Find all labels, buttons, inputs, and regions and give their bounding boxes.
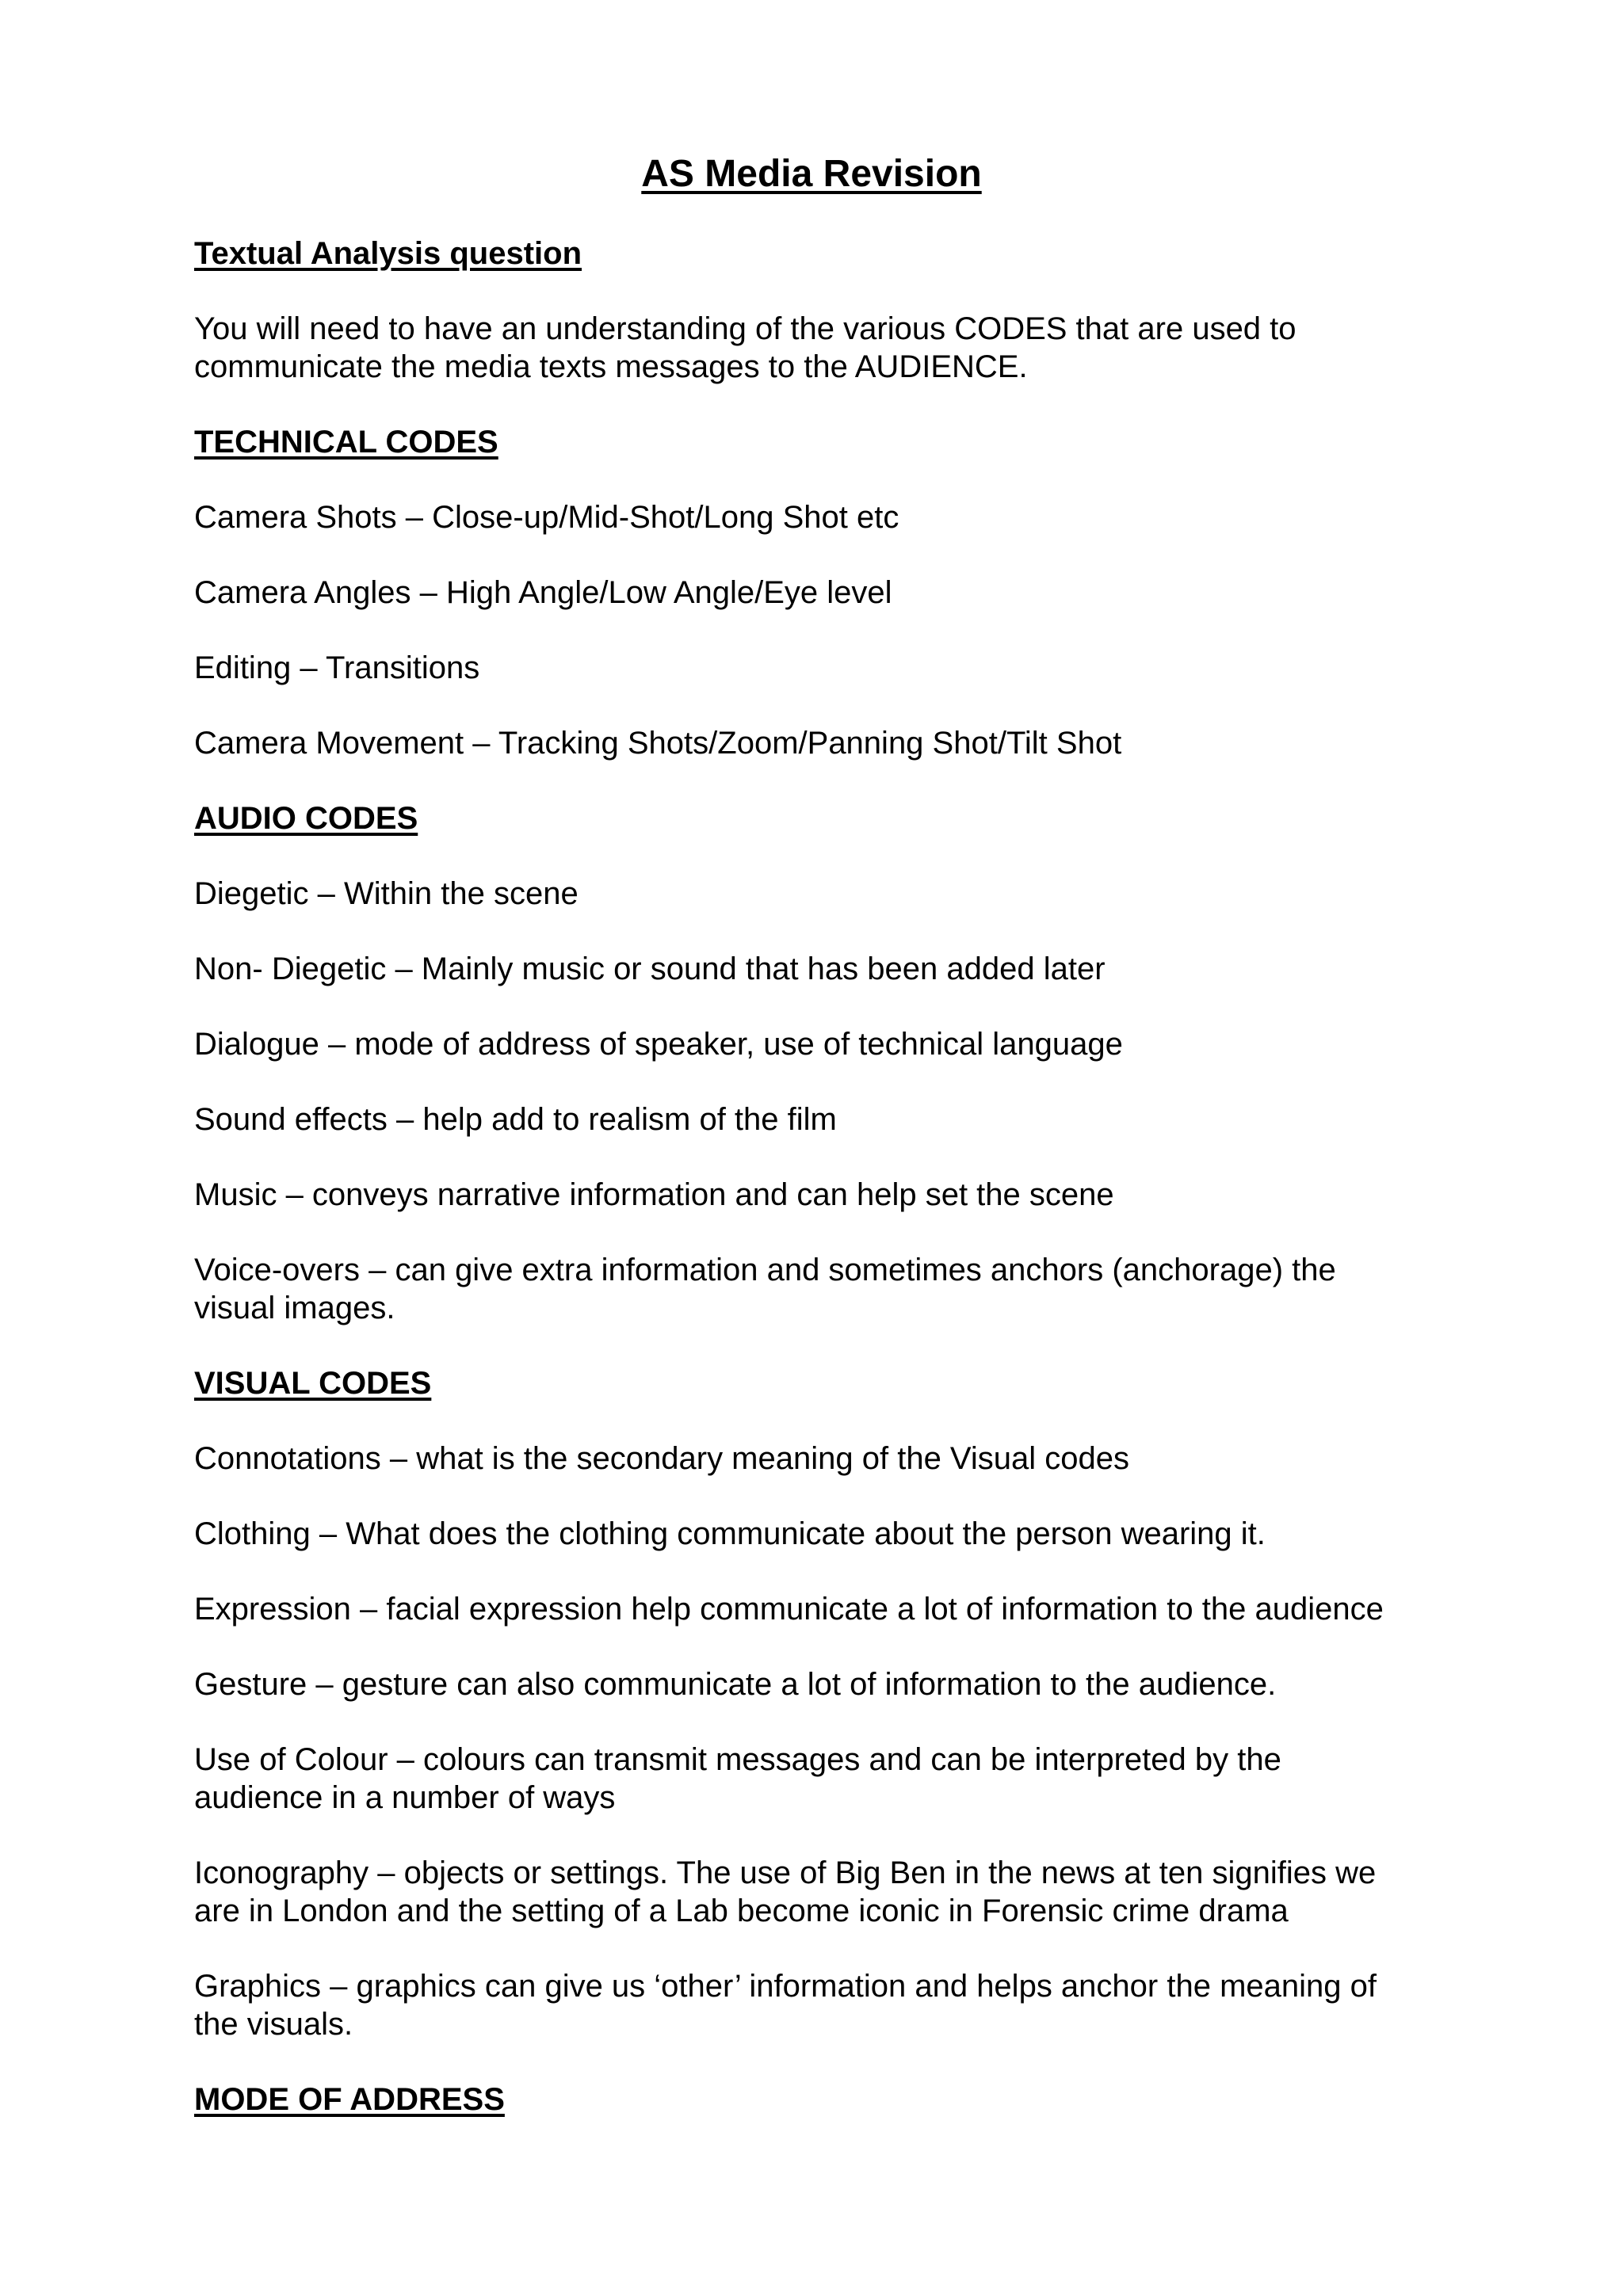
list-item: Gesture – gesture can also communicate a lot of information to the audience. xyxy=(194,1667,1277,1702)
section-heading-technical-codes: TECHNICAL CODES xyxy=(194,425,498,460)
list-item: Sound effects – help add to realism of the film xyxy=(194,1102,837,1137)
section-heading-mode-of-address: MODE OF ADDRESS xyxy=(194,2082,505,2117)
intro-paragraph: You will need to have an understanding of the various CODES that are used to communicate the media texts messages to the AUDIENCE. xyxy=(194,311,1296,384)
subheading: Textual Analysis question xyxy=(194,236,582,271)
list-item: Expression – facial expression help communicate a lot of information to the audience xyxy=(194,1592,1384,1627)
list-item: Voice-overs – can give extra information and sometimes anchors (anchorage) the visual images. xyxy=(194,1253,1336,1325)
list-item: Camera Shots – Close-up/Mid-Shot/Long Shot etc xyxy=(194,500,899,535)
list-item: Dialogue – mode of address of speaker, use of technical language xyxy=(194,1027,1123,1062)
list-item: Clothing – What does the clothing communicate about the person wearing it. xyxy=(194,1516,1266,1551)
list-item: Music – conveys narrative information and can help set the scene xyxy=(194,1177,1114,1212)
list-item: Camera Angles – High Angle/Low Angle/Eye level xyxy=(194,575,892,610)
page-title: AS Media Revision xyxy=(641,153,982,195)
list-item: Connotations – what is the secondary meaning of the Visual codes xyxy=(194,1441,1129,1476)
list-item: Use of Colour – colours can transmit messages and can be interpreted by the audience in a number of ways xyxy=(194,1742,1281,1815)
list-item: Iconography – objects or settings. The use of Big Ben in the news at ten signifies we are in London and the setting of a Lab become iconic in Forensic crime drama xyxy=(194,1855,1377,1928)
section-heading-visual-codes: VISUAL CODES xyxy=(194,1366,432,1401)
list-item: Editing – Transitions xyxy=(194,650,480,685)
list-item: Graphics – graphics can give us ‘other’ information and helps anchor the meaning of the visuals. xyxy=(194,1969,1377,2042)
list-item: Camera Movement – Tracking Shots/Zoom/Panning Shot/Tilt Shot xyxy=(194,726,1122,761)
section-heading-audio-codes: AUDIO CODES xyxy=(194,801,418,836)
list-item: Non- Diegetic – Mainly music or sound that has been added later xyxy=(194,952,1106,986)
list-item: Diegetic – Within the scene xyxy=(194,876,579,911)
document-body xyxy=(194,235,1502,2119)
